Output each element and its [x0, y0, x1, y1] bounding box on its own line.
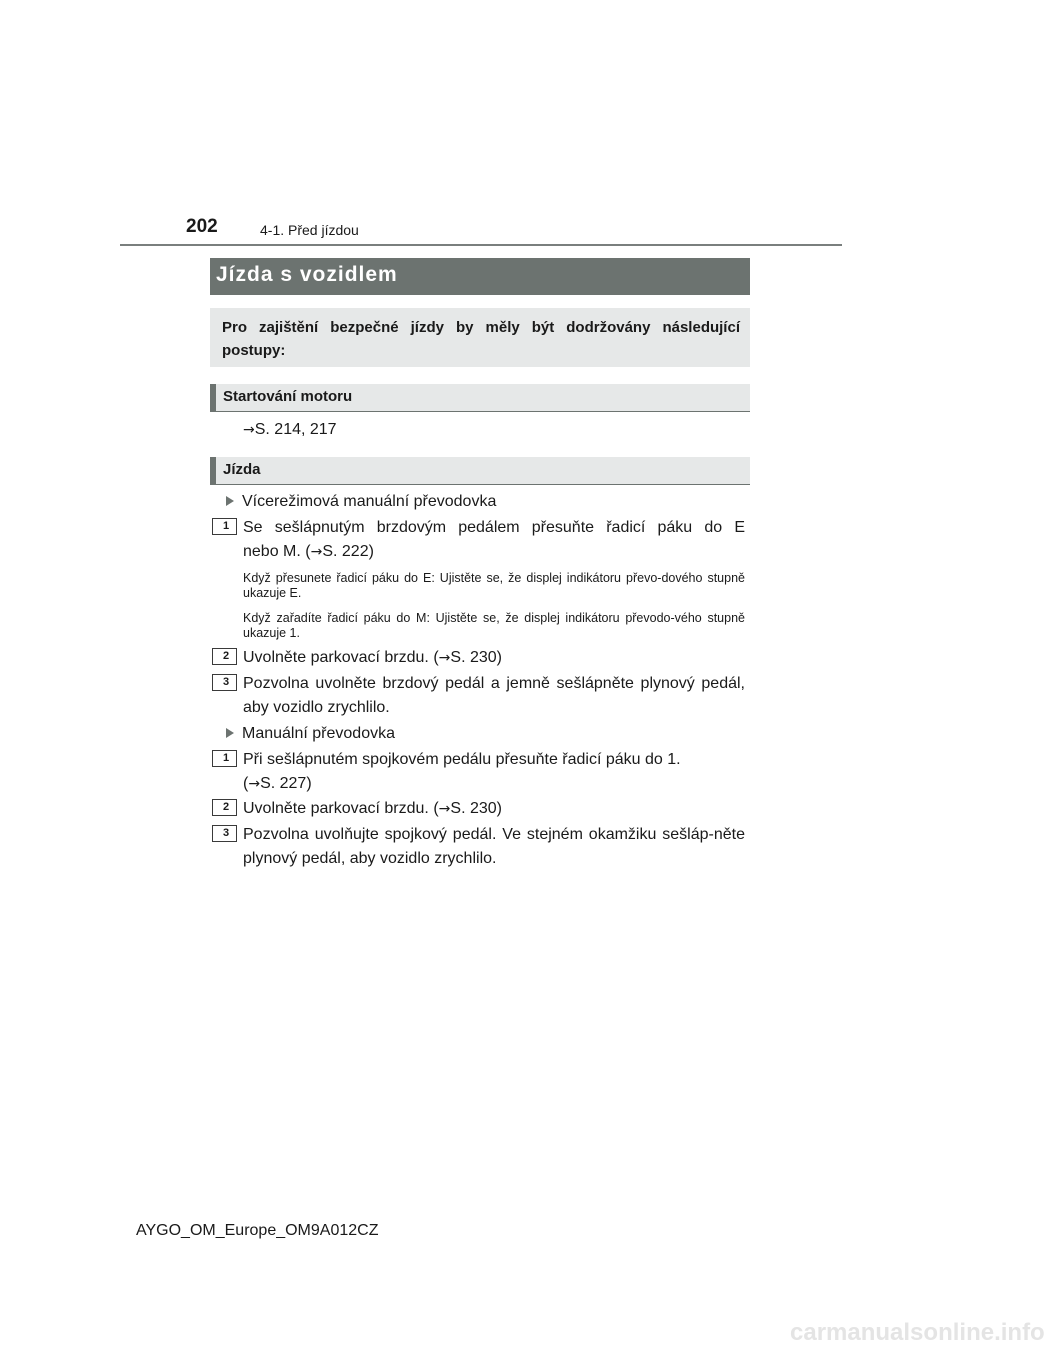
- step-number-badge: 2: [212, 648, 237, 665]
- step-text: [243, 748, 745, 796]
- bullet-label: Manuální převodovka: [242, 725, 395, 742]
- reference-text: S. 214, 217: [254, 421, 337, 438]
- step-text: [243, 646, 745, 670]
- arrow-icon: →: [438, 650, 451, 666]
- step-text: [243, 797, 745, 821]
- step-text: Pozvolna uvolňujte spojkový pedál. Ve stejném okamžiku sešláp-něte plynový pedál, aby vozidlo zrychlilo.: [243, 826, 745, 867]
- step-number-badge: 2: [212, 799, 237, 816]
- page-reference-link[interactable]: S. 230): [450, 800, 502, 817]
- page-reference-link[interactable]: S. 230): [450, 649, 502, 666]
- step-text: Pozvolna uvolněte brzdový pedál a jemně sešlápněte plynový pedál, aby vozidlo zrychlilo.: [243, 675, 745, 716]
- step-number-badge: 1: [212, 750, 237, 767]
- step-number-badge: 3: [212, 674, 237, 691]
- watermark: carmanualsonline.info: [790, 1319, 1045, 1346]
- note-text: Když zařadíte řadicí páku do M: Ujistěte se, že displej indikátoru převodo-vého stupně ukazuje 1.: [243, 611, 745, 640]
- step-line-text: Uvolněte parkovací brzdu. (: [243, 649, 439, 666]
- step-line-text: (: [243, 775, 249, 792]
- step-line-text: Uvolněte parkovací brzdu. (: [243, 800, 439, 817]
- header-divider: [120, 244, 842, 246]
- step-line: Při sešlápnutém spojkovém pedálu přesuňte řadicí páku do 1.: [243, 751, 681, 768]
- arrow-icon: →: [438, 801, 451, 817]
- step-number-badge: 1: [212, 518, 237, 535]
- step-line: [243, 540, 745, 564]
- step-line: Se sešlápnutým brzdovým pedálem přesuňte řadicí páku do E: [243, 519, 745, 536]
- triangle-bullet-icon: [226, 728, 234, 738]
- footer-doc-id: AYGO_OM_Europe_OM9A012CZ: [136, 1222, 379, 1239]
- page-title: Jízda s vozidlem: [210, 258, 750, 295]
- bullet-label: Vícerežimová manuální převodovka: [242, 493, 497, 510]
- page-reference-link[interactable]: S. 222): [322, 543, 374, 560]
- page-number: 202: [186, 216, 218, 237]
- arrow-icon: →: [248, 776, 261, 792]
- intro-box: Pro zajištění bezpečné jízdy by měly být dodržovány následující postupy:: [210, 308, 750, 367]
- page-reference-link[interactable]: S. 227): [260, 775, 312, 792]
- arrow-icon: →: [310, 544, 323, 560]
- step-line: [243, 772, 745, 796]
- step-text: [243, 516, 745, 564]
- arrow-icon: →: [243, 422, 255, 438]
- engine-start-reference[interactable]: [243, 418, 337, 442]
- subheading-engine-start: Startování motoru: [210, 384, 750, 412]
- subheading-driving: Jízda: [210, 457, 750, 485]
- step-number-badge: 3: [212, 825, 237, 842]
- section-label: 4-1. Před jízdou: [260, 222, 359, 238]
- bullet-multimode: [226, 490, 496, 514]
- triangle-bullet-icon: [226, 496, 234, 506]
- note-text: Když přesunete řadicí páku do E: Ujistěte se, že displej indikátoru převo-dového stupně ukazuje E.: [243, 571, 745, 600]
- bullet-manual: [226, 722, 395, 746]
- step-line-text: nebo M. (: [243, 543, 311, 560]
